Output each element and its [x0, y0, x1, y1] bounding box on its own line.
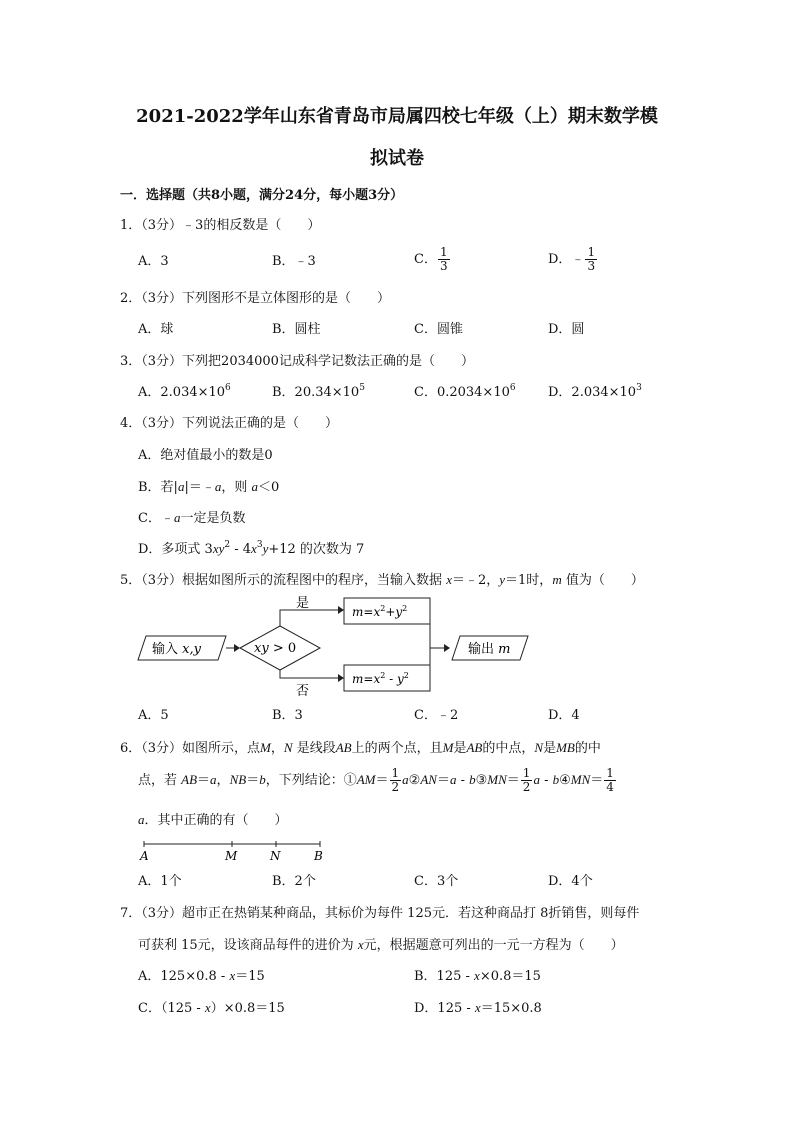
q6-option-a: A．1个 — [138, 874, 182, 889]
q4-option-b: B．若|a|＝﹣a，则 a＜0 — [138, 479, 280, 495]
point-a-label: A — [140, 849, 149, 863]
q6-segment-diagram — [136, 836, 336, 866]
q1-option-a: A．3 — [138, 254, 169, 269]
output-label: 输出 m — [468, 642, 511, 657]
q4-option-a: A．绝对值最小的数是0 — [138, 448, 273, 463]
q5-option-c: C．﹣2 — [414, 708, 459, 723]
q3-option-d: D．$2.034\times 10^3$ — [548, 383, 642, 400]
q7-line-1: 7．（3分）超市正在热销某种商品，其标价为每件 125元．若这种商品打 8折销售，则每件 — [120, 906, 640, 921]
doc-title-line-2: 拟试卷 — [370, 148, 424, 169]
q2-stem: 2．（3分）下列图形不是立体图形的是（ ） — [120, 291, 391, 306]
fraction: $\frac{1}{4}$ — [606, 766, 614, 794]
q5-option-a: A．5 — [138, 708, 169, 723]
q2-option-c: C．圆锥 — [414, 322, 463, 337]
q5-flowchart — [130, 594, 540, 698]
yes-label: 是 — [296, 596, 310, 611]
q5-option-b: B．3 — [272, 708, 303, 723]
no-label: 否 — [296, 684, 310, 698]
q1-option-d: D．﹣ $\frac{1}{3}$ — [548, 245, 596, 273]
q4-option-c: C．﹣a一定是负数 — [138, 510, 246, 526]
q1-option-c: C． $\frac{1}{3}$ — [414, 245, 448, 273]
q3-stem: 3．（3分）下列把2034000记成科学记数法正确的是（ ） — [120, 354, 474, 369]
q4-stem: 4．（3分）下列说法正确的是（ ） — [120, 416, 339, 431]
point-b-label: B — [314, 849, 323, 863]
q6-line-2: 点，若 AB＝a，NB＝b，下列结论：①AM＝ $\frac{1}{2}$ a②AN＝a - b③MN＝ $\frac{1}{2}$ a - b④MN＝ $\frac{1}{4}$ — [138, 766, 614, 794]
q6-option-c: C．3个 — [414, 874, 459, 889]
q7-option-c: C．（125 - x）×0.8＝15 — [138, 1000, 285, 1016]
point-n-label: N — [270, 849, 281, 863]
q7-option-b: B．125 - x×0.8＝15 — [414, 968, 541, 984]
section-heading: 一．选择题（共8小题，满分24分，每小题3分） — [120, 188, 404, 203]
no-formula: $m=x^2 - y^2$ — [352, 671, 409, 686]
q6-line-1: 6．（3分）如图所示，点M，N 是线段AB上的两个点，且M是AB的中点，N是MB的中 — [120, 740, 601, 756]
q6-option-d: D．4个 — [548, 874, 593, 889]
input-label: 输入 x,y — [152, 642, 201, 657]
q1-option-b: B．﹣3 — [272, 254, 316, 269]
fraction: $\frac{1}{2}$ — [391, 766, 400, 794]
q7-option-a: A．125×0.8 - x＝15 — [138, 968, 265, 984]
q6-option-b: B．2个 — [272, 874, 316, 889]
q7-line-2: 可获利 15元，设该商品每件的进价为 x元，根据题意可列出的一元一方程为（ ） — [138, 937, 624, 953]
q2-option-d: D．圆 — [548, 322, 585, 337]
q3-option-c: C．$0.2034\times 10^6$ — [414, 383, 516, 400]
q4-option-d: D．多项式 $3xy^2 - 4x^3y+12$ 的次数为 7 — [138, 540, 365, 557]
q3-option-a: A．$2.034\times 10^6$ — [138, 383, 231, 400]
doc-title-line-1: 2021-2022学年山东省青岛市局属四校七年级（上）期末数学模 — [136, 106, 658, 127]
q2-option-b: B．圆柱 — [272, 322, 321, 337]
fraction: $\frac{1}{3}$ — [439, 245, 448, 273]
fraction: $\frac{1}{3}$ — [587, 245, 596, 273]
q6-line-3: a．其中正确的有（ ） — [138, 812, 288, 828]
q5-stem: 5．（3分）根据如图所示的流程图中的程序，当输入数据 x＝﹣2，y＝1时，m 值为（ ） — [120, 572, 644, 588]
q7-option-d: D．125 - x＝15×0.8 — [414, 1000, 542, 1016]
yes-formula: $m=x^2+y^2$ — [352, 604, 408, 619]
fraction: $\frac{1}{2}$ — [522, 766, 531, 794]
condition-label: xy > 0 — [254, 641, 297, 656]
q1-stem: 1．（3分）﹣3的相反数是（ ） — [120, 218, 321, 233]
q3-option-b: B．$20.34\times 10^5$ — [272, 383, 365, 400]
q5-option-d: D．4 — [548, 708, 580, 723]
point-m-label: M — [225, 849, 238, 863]
q2-option-a: A．球 — [138, 322, 174, 337]
